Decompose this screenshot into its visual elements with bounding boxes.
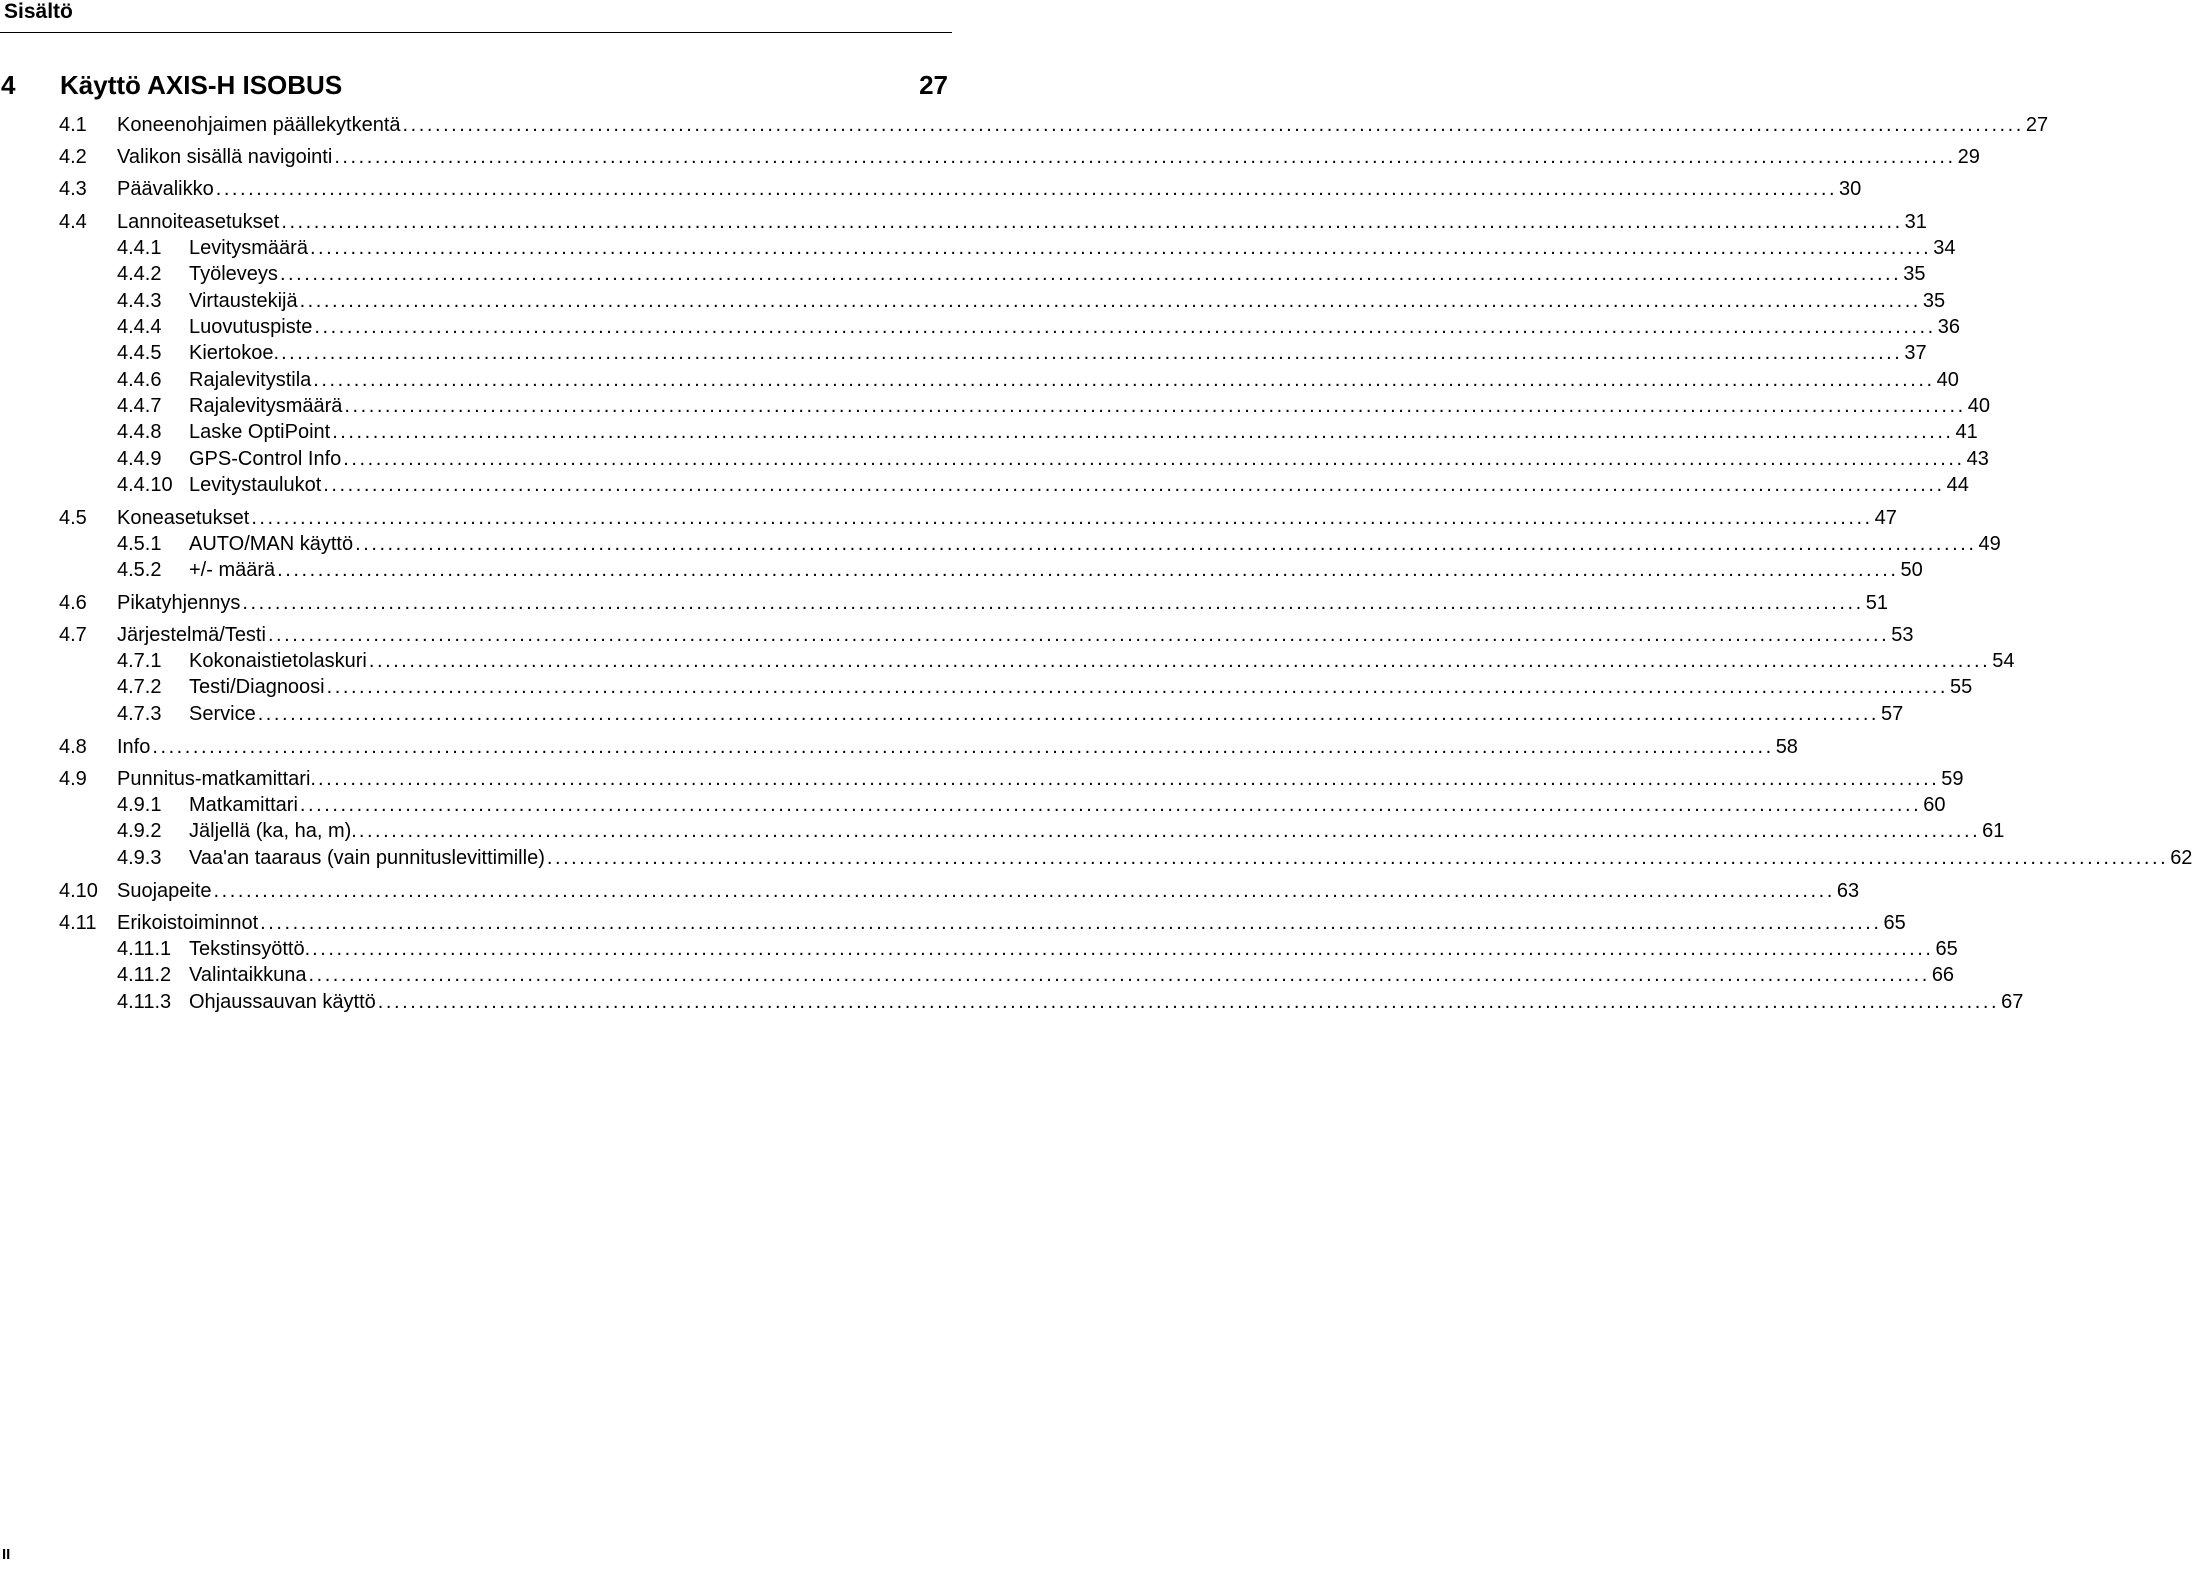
dot-leader: ........................................................................................................................................................................................................ bbox=[257, 703, 1880, 725]
toc-entry[interactable] bbox=[0, 702, 1904, 726]
toc-entry-page-number: 61 bbox=[1982, 820, 2005, 842]
toc-entry-number: 4.6 bbox=[59, 592, 87, 614]
toc-entry-title: Levitystaulukot bbox=[189, 474, 322, 496]
toc-entry[interactable] bbox=[0, 767, 1964, 791]
toc-entry-number: 4.11.3 bbox=[117, 991, 172, 1013]
toc-entry-page-number: 40 bbox=[1936, 369, 1959, 391]
toc-entry-page-number: 66 bbox=[1931, 964, 1955, 986]
toc-entry-number: 4.7.2 bbox=[117, 676, 162, 698]
toc-entry[interactable] bbox=[0, 506, 1897, 530]
toc-entry-number: 4.9.2 bbox=[117, 820, 162, 842]
toc-entry-page-number: 43 bbox=[1966, 448, 1989, 470]
dot-leader: ........................................................................................................................................................................................................ bbox=[267, 624, 1890, 646]
dot-leader: ........................................................................................................................................................................................................ bbox=[213, 880, 1835, 902]
toc-entry-title: Rajalevitysmäärä bbox=[189, 395, 343, 417]
footer-page-number: II bbox=[2, 1546, 11, 1563]
toc-entry-title: Kokonaistietolaskuri bbox=[189, 650, 367, 672]
toc-entry-page-number: 59 bbox=[1941, 768, 1964, 790]
toc-entry-title: Ohjaussauvan käyttö bbox=[189, 991, 376, 1013]
dot-leader: ........................................................................................................................................................................................................ bbox=[402, 114, 2024, 136]
toc-entry-number: 4.9 bbox=[59, 768, 87, 790]
toc-entry-number: 4.11.2 bbox=[117, 964, 172, 986]
toc-entry-page-number: 55 bbox=[1949, 676, 1973, 698]
dot-leader: ........................................................................................................................................................................................................ bbox=[260, 912, 1882, 934]
dot-leader: ........................................................................................................................................................................................................ bbox=[326, 676, 1948, 698]
toc-entry[interactable] bbox=[0, 145, 1980, 169]
dot-leader: ........................................................................................................................................................................................................ bbox=[277, 559, 1899, 581]
dot-leader: ........................................................................................................................................................................................................ bbox=[281, 342, 1903, 364]
dot-leader: ........................................................................................................................................................................................................ bbox=[242, 592, 1864, 614]
dot-leader: ........................................................................................................................................................................................................ bbox=[279, 263, 1902, 285]
toc-entry-title: Järjestelmä/Testi bbox=[117, 624, 266, 646]
toc-entry[interactable] bbox=[0, 473, 1969, 497]
dot-leader: ........................................................................................................................................................................................................ bbox=[332, 421, 1954, 443]
toc-entry-page-number: 37 bbox=[1904, 342, 1927, 364]
toc-entry[interactable] bbox=[0, 911, 1906, 935]
toc-entry-number: 4.4.1 bbox=[117, 237, 162, 259]
toc-entry-number: 4.4.10 bbox=[117, 474, 173, 496]
toc-entry[interactable] bbox=[0, 591, 1888, 615]
toc-entry-number: 4.3 bbox=[59, 178, 87, 200]
dot-leader: ........................................................................................................................................................................................................ bbox=[215, 178, 1838, 200]
toc-entry[interactable] bbox=[0, 210, 1927, 234]
toc-entry-number: 4.4.3 bbox=[117, 290, 162, 312]
toc-entry-number: 4.9.3 bbox=[117, 847, 162, 869]
toc-entry[interactable] bbox=[0, 990, 2024, 1014]
toc-entry-title: Matkamittari bbox=[189, 794, 298, 816]
toc-entry-title: Testi/Diagnoosi bbox=[189, 676, 325, 698]
toc-entry[interactable] bbox=[0, 315, 1960, 339]
dot-leader: ........................................................................................................................................................................................................ bbox=[312, 938, 1934, 960]
toc-entry-number: 4.4 bbox=[59, 211, 87, 233]
dot-leader: ........................................................................................................................................................................................................ bbox=[251, 507, 1873, 529]
toc-entry[interactable] bbox=[0, 819, 2005, 843]
dot-leader: ........................................................................................................................................................................................................ bbox=[308, 964, 1930, 986]
toc-entry-title: Päävalikko bbox=[117, 178, 214, 200]
toc-entry-number: 4.11 bbox=[59, 912, 97, 934]
toc-entry[interactable] bbox=[0, 846, 2192, 870]
toc-entry-title: Koneenohjaimen päällekytkentä bbox=[117, 114, 401, 136]
toc-entry-page-number: 35 bbox=[1922, 290, 1946, 312]
toc-entry-title: Lannoiteasetukset bbox=[117, 211, 280, 233]
toc-entry-number: 4.4.7 bbox=[117, 395, 162, 417]
toc-entry-page-number: 67 bbox=[2001, 991, 2024, 1013]
dot-leader: ........................................................................................................................................................................................................ bbox=[309, 237, 1932, 259]
toc-entry-title: Service bbox=[189, 703, 256, 725]
toc-entry-title: Valintaikkuna bbox=[189, 964, 307, 986]
toc-entry-number: 4.7.1 bbox=[117, 650, 162, 672]
toc-entry-page-number: 29 bbox=[1957, 146, 1980, 168]
dot-leader: ........................................................................................................................................................................................................ bbox=[299, 794, 1922, 816]
toc-entry-number: 4.11.1 bbox=[117, 938, 172, 960]
chapter-heading[interactable] bbox=[0, 70, 950, 102]
toc-entry[interactable] bbox=[0, 289, 1946, 313]
toc-entry-title: Punnitus-matkamittari. bbox=[117, 768, 316, 790]
toc-entry-page-number: 30 bbox=[1839, 178, 1862, 200]
toc-entry-page-number: 44 bbox=[1946, 474, 1969, 496]
toc-entry-number: 4.4.8 bbox=[117, 421, 162, 443]
toc-entry-page-number: 51 bbox=[1865, 592, 1888, 614]
toc-entry-title: Suojapeite bbox=[117, 880, 212, 902]
dot-leader: ........................................................................................................................................................................................................ bbox=[299, 290, 1921, 312]
toc-entry-title: GPS-Control Info bbox=[189, 448, 342, 470]
toc-entry-number: 4.10 bbox=[59, 880, 98, 902]
toc-entry-title: Erikoistoiminnot bbox=[117, 912, 259, 934]
toc-entry-number: 4.5 bbox=[59, 507, 87, 529]
toc-entry-number: 4.1 bbox=[59, 114, 87, 136]
toc-entry[interactable] bbox=[0, 532, 2001, 556]
dot-leader: ........................................................................................................................................................................................................ bbox=[343, 448, 1965, 470]
toc-entry[interactable] bbox=[0, 113, 2049, 137]
toc-entry-page-number: 40 bbox=[1967, 395, 1990, 417]
toc-entry-title: Tekstinsyöttö. bbox=[189, 938, 311, 960]
toc-entry[interactable] bbox=[0, 735, 1798, 759]
toc-entry-number: 4.9.1 bbox=[117, 794, 162, 816]
toc-entry-page-number: 57 bbox=[1881, 703, 1904, 725]
toc-entry-title: Työleveys bbox=[189, 263, 278, 285]
toc-entry[interactable] bbox=[0, 623, 1914, 647]
toc-entry-title: Valikon sisällä navigointi bbox=[117, 146, 333, 168]
toc-entry[interactable] bbox=[0, 879, 1860, 903]
toc-entry[interactable] bbox=[0, 937, 1958, 961]
toc-entry[interactable] bbox=[0, 649, 2015, 673]
toc-entry-page-number: 60 bbox=[1923, 794, 1946, 816]
toc-entry-page-number: 36 bbox=[1937, 316, 1960, 338]
toc-entry-number: 4.8 bbox=[59, 736, 87, 758]
toc-entry[interactable] bbox=[0, 447, 1989, 471]
toc-entry[interactable] bbox=[0, 236, 1956, 260]
dot-leader: ........................................................................................................................................................................................................ bbox=[344, 395, 1966, 417]
toc-entry-page-number: 63 bbox=[1836, 880, 1860, 902]
toc-entry-title: Vaa'an taaraus (vain punnituslevittimille) bbox=[189, 847, 545, 869]
toc-entry[interactable] bbox=[0, 793, 1946, 817]
dot-leader: ........................................................................................................................................................................................................ bbox=[281, 211, 1903, 233]
toc-entry-page-number: 65 bbox=[1935, 938, 1958, 960]
dot-leader: ........................................................................................................................................................................................................ bbox=[313, 369, 1935, 391]
toc-entry-page-number: 50 bbox=[1900, 559, 1923, 581]
toc-entry[interactable] bbox=[0, 177, 1862, 201]
toc-entry-number: 4.4.9 bbox=[117, 448, 162, 470]
toc-entry-title: Koneasetukset bbox=[117, 507, 250, 529]
toc-entry-number: 4.4.2 bbox=[117, 263, 162, 285]
toc-entry-title: Luovutuspiste bbox=[189, 316, 313, 338]
toc-entry-page-number: 49 bbox=[1978, 533, 2001, 555]
toc-entry-title: Kiertokoe. bbox=[189, 342, 280, 364]
toc-entry-number: 4.2 bbox=[59, 146, 87, 168]
toc-entry-title: Levitysmäärä bbox=[189, 237, 308, 259]
dot-leader: ........................................................................................................................................................................................................ bbox=[355, 533, 1977, 555]
toc-entry-page-number: 31 bbox=[1904, 211, 1927, 233]
dot-leader: ........................................................................................................................................................................................................ bbox=[152, 736, 1774, 758]
toc-entry-title: Jäljellä (ka, ha, m). bbox=[189, 820, 357, 842]
toc-entry-number: 4.5.1 bbox=[117, 533, 162, 555]
toc-entry-page-number: 27 bbox=[2025, 114, 2049, 136]
chapter-number: 4 bbox=[1, 70, 16, 100]
toc-entry-title: +/- määrä bbox=[189, 559, 276, 581]
toc-entry-number: 4.4.5 bbox=[117, 342, 162, 364]
toc-entry-page-number: 54 bbox=[1992, 650, 2015, 672]
toc-entry[interactable] bbox=[0, 420, 1978, 444]
dot-leader: ........................................................................................................................................................................................................ bbox=[317, 768, 1940, 790]
toc-entry[interactable] bbox=[0, 963, 1955, 987]
toc-entry[interactable] bbox=[0, 262, 1926, 286]
toc-entry-page-number: 53 bbox=[1891, 624, 1914, 646]
header-divider bbox=[0, 32, 952, 33]
toc-entry-number: 4.7.3 bbox=[117, 703, 162, 725]
toc-entry-page-number: 41 bbox=[1955, 421, 1978, 443]
toc-entry-number: 4.7 bbox=[59, 624, 87, 646]
toc-entry-page-number: 47 bbox=[1874, 507, 1897, 529]
toc-entry[interactable] bbox=[0, 394, 1990, 418]
toc-entry[interactable] bbox=[0, 368, 1959, 392]
dot-leader: ........................................................................................................................................................................................................ bbox=[377, 991, 2000, 1013]
toc-entry-title: Rajalevitystila bbox=[189, 369, 312, 391]
chapter-title: Käyttö AXIS-H ISOBUS bbox=[60, 70, 343, 100]
toc-entry-title: AUTO/MAN käyttö bbox=[189, 533, 354, 555]
chapter-page-number: 27 bbox=[919, 70, 948, 100]
dot-leader: ........................................................................................................................................................................................................ bbox=[314, 316, 1936, 338]
toc-entry[interactable] bbox=[0, 675, 1973, 699]
toc-entry-number: 4.4.6 bbox=[117, 369, 162, 391]
toc-entry-title: Info bbox=[117, 736, 151, 758]
toc-entry-page-number: 35 bbox=[1903, 263, 1926, 285]
running-header-title: Sisältö bbox=[4, 0, 73, 23]
dot-leader: ........................................................................................................................................................................................................ bbox=[546, 847, 2169, 869]
toc-entry[interactable] bbox=[0, 341, 1927, 365]
toc-entry-number: 4.4.4 bbox=[117, 316, 162, 338]
toc-entry-page-number: 34 bbox=[1933, 237, 1956, 259]
toc-entry-page-number: 58 bbox=[1775, 736, 1798, 758]
toc-entry-page-number: 65 bbox=[1883, 912, 1906, 934]
toc-entry-title: Laske OptiPoint bbox=[189, 421, 331, 443]
toc-entry[interactable] bbox=[0, 558, 1923, 582]
toc-entry-title: Virtaustekijä bbox=[189, 290, 298, 312]
toc-entry-number: 4.5.2 bbox=[117, 559, 162, 581]
dot-leader: ........................................................................................................................................................................................................ bbox=[368, 650, 1991, 672]
toc-entry-title: Pikatyhjennys bbox=[117, 592, 241, 614]
dot-leader: ........................................................................................................................................................................................................ bbox=[334, 146, 1956, 168]
toc-entry-page-number: 62 bbox=[2170, 847, 2192, 869]
dot-leader: ........................................................................................................................................................................................................ bbox=[358, 820, 1981, 842]
dot-leader: ........................................................................................................................................................................................................ bbox=[323, 474, 1945, 496]
